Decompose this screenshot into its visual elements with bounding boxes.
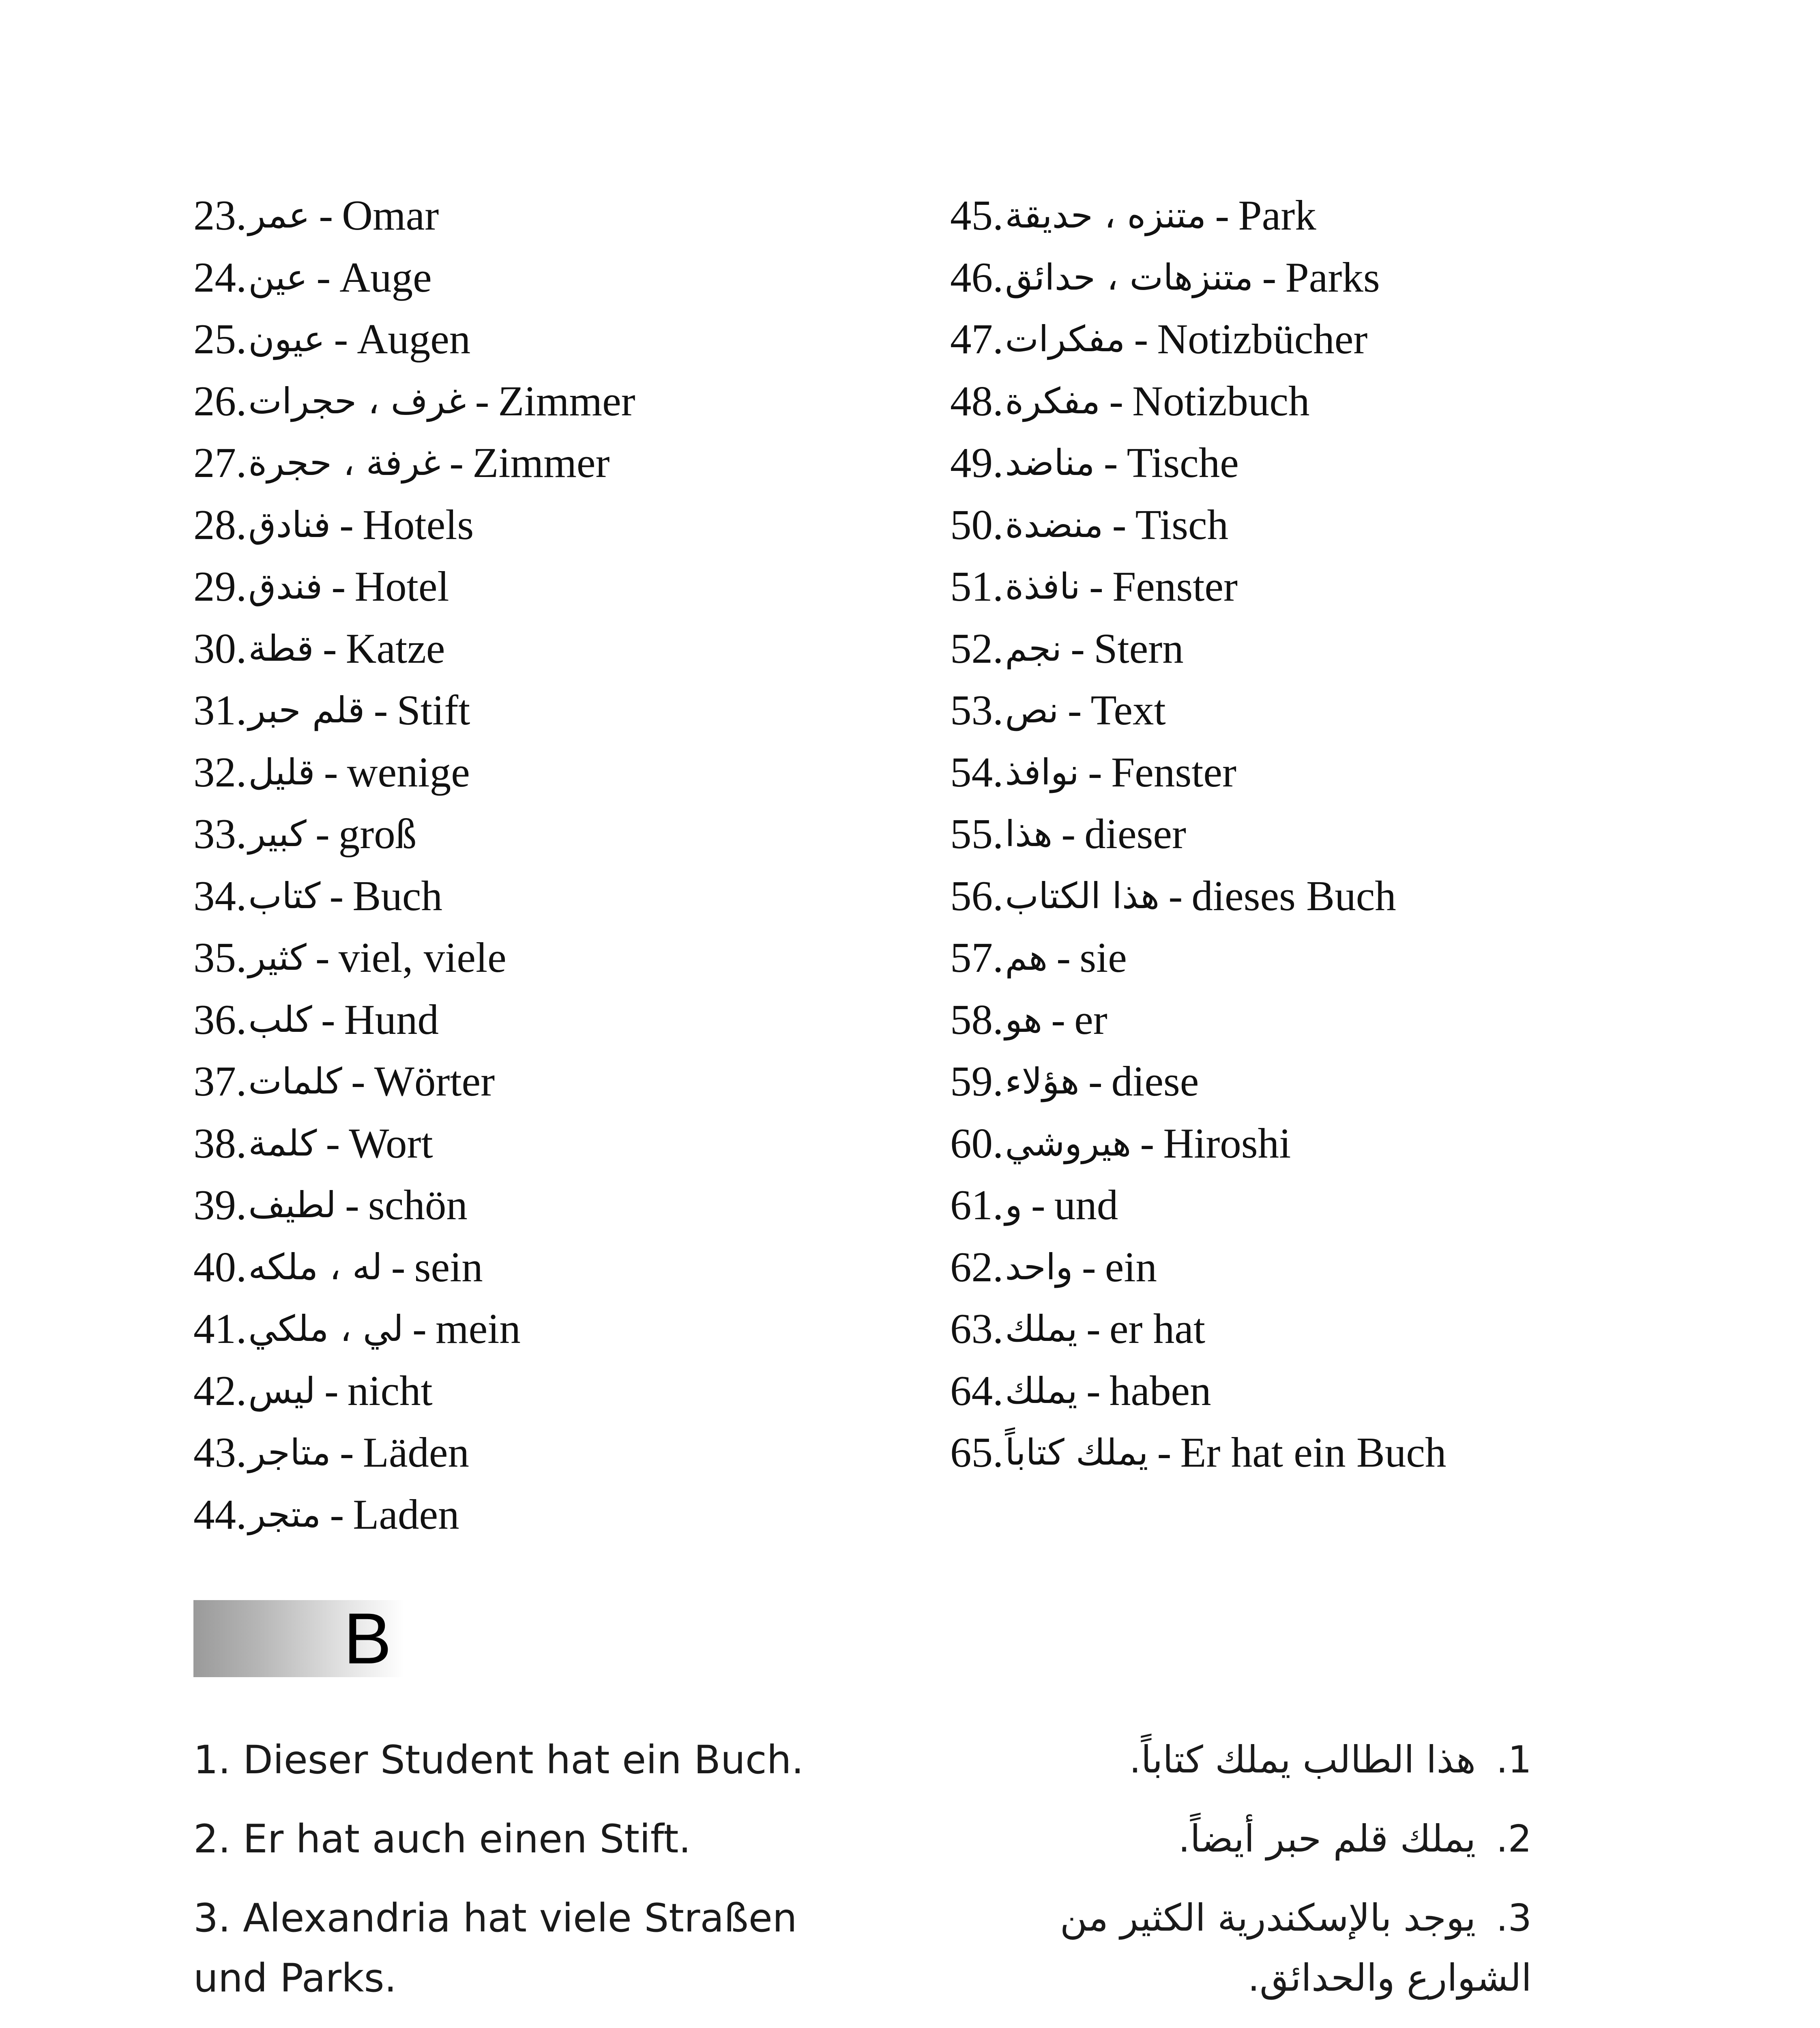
vocab-arabic: كثير (248, 937, 307, 978)
arabic-sentence (944, 2026, 1532, 2028)
vocab-dash: - (1089, 563, 1103, 610)
vocab-dash: - (1103, 439, 1118, 486)
vocab-arabic: هو (1005, 998, 1043, 1040)
vocab-entry (193, 370, 635, 432)
vocab-dash: - (1031, 1181, 1045, 1229)
vocab-number: 45. (950, 191, 1004, 239)
vocab-entry (950, 308, 1446, 370)
vocab-german: Laden (353, 1490, 459, 1538)
vocab-german: haben (1109, 1366, 1211, 1414)
vocab-number: 59. (950, 1057, 1004, 1105)
vocab-number: 30. (193, 624, 247, 672)
vocab-german: Hund (344, 995, 439, 1043)
vocab-german: Buch (352, 872, 442, 919)
vocab-dash: - (1262, 253, 1277, 301)
vocab-number: 25. (193, 315, 247, 363)
vocab-entry (193, 1174, 635, 1236)
vocab-german: Zimmer (498, 377, 635, 425)
vocab-german: Hotels (363, 501, 474, 548)
vocab-number: 57. (950, 934, 1004, 981)
vocab-number: 51. (950, 563, 1004, 610)
vocab-entry (193, 1484, 635, 1546)
arabic-sentence-text: يوجد بالإسكندرية الكثير من الشوارع والحدائق. (1060, 1896, 1532, 2000)
vocab-arabic: قليل (248, 751, 315, 793)
vocab-german: Stern (1094, 624, 1184, 672)
vocab-number: 28. (193, 501, 247, 548)
vocab-dash: - (334, 315, 348, 363)
vocab-arabic: عيون (248, 318, 325, 360)
vocab-german: Omar (342, 191, 439, 239)
section-b-header (193, 1600, 721, 1677)
vocab-number: 52. (950, 624, 1004, 672)
vocab-german: Läden (363, 1429, 470, 1476)
vocab-entry (950, 1298, 1446, 1360)
vocab-german: Wörter (374, 1057, 495, 1105)
vocab-german: dieser (1084, 810, 1186, 857)
arabic-sentence-text: هذا الطالب يملك كتاباً. (1129, 1738, 1476, 1781)
vocab-arabic: له ، ملكه (248, 1246, 382, 1288)
vocab-dash: - (1082, 1243, 1096, 1291)
vocab-entry (193, 494, 635, 556)
vocab-number: 38. (193, 1119, 247, 1167)
arabic-sentence (944, 1888, 1532, 2008)
vocab-dash: - (330, 1490, 344, 1538)
vocab-number: 41. (193, 1305, 247, 1352)
vocab-number: 56. (950, 872, 1004, 919)
vocab-dash: - (1086, 1305, 1101, 1352)
vocab-entry (950, 185, 1446, 247)
arabic-sentence-number (1496, 2026, 1532, 2028)
vocab-dash: - (1215, 191, 1230, 239)
vocab-arabic: واحد (1005, 1246, 1073, 1288)
vocab-german: Park (1238, 191, 1316, 239)
vocab-arabic: نافذة (1005, 565, 1080, 607)
vocab-dash: - (321, 995, 335, 1043)
vocab-entry (193, 865, 635, 927)
vocab-german: er (1074, 995, 1107, 1043)
vocab-german: Parks (1285, 253, 1380, 301)
vocabulary-column-right (950, 185, 1446, 1484)
vocab-entry (193, 1422, 635, 1484)
vocab-arabic: هؤلاء (1005, 1060, 1080, 1102)
vocab-entry (193, 556, 635, 618)
vocab-number: 47. (950, 315, 1004, 363)
section-letter: B (343, 1598, 392, 1679)
vocab-arabic: غرف ، حجرات (248, 380, 466, 422)
vocab-entry (950, 865, 1446, 927)
arabic-sentence-number: 2. (1496, 1817, 1532, 1860)
vocab-arabic: قطة (248, 627, 314, 669)
vocab-entry (950, 803, 1446, 865)
vocab-entry (950, 1113, 1446, 1175)
vocab-number: 50. (950, 501, 1004, 548)
vocab-german: Wort (349, 1119, 433, 1167)
vocab-entry (950, 1236, 1446, 1298)
arabic-sentence (944, 1809, 1532, 1869)
vocab-dash: - (319, 191, 333, 239)
vocab-number: 42. (193, 1366, 247, 1414)
vocab-arabic: قلم حبر (248, 689, 365, 731)
vocab-dash: - (1157, 1429, 1172, 1476)
vocab-dash: - (449, 439, 464, 486)
vocab-german: er hat (1109, 1305, 1205, 1352)
vocab-dash: - (1134, 315, 1148, 363)
vocab-german: Notizbücher (1157, 315, 1368, 363)
vocab-entry (950, 927, 1446, 989)
vocab-dash: - (1071, 624, 1085, 672)
vocab-entry (193, 308, 635, 370)
vocab-number: 35. (193, 934, 247, 981)
vocab-dash: - (331, 563, 346, 610)
vocab-entry (950, 556, 1446, 618)
vocab-number: 44. (193, 1490, 247, 1538)
vocab-german: Zimmer (472, 439, 610, 486)
vocab-number: 61. (950, 1181, 1004, 1229)
vocab-entry (193, 1051, 635, 1113)
vocab-entry (193, 989, 635, 1051)
vocab-dash: - (1056, 934, 1071, 981)
vocab-entry (193, 618, 635, 680)
vocab-number: 60. (950, 1119, 1004, 1167)
vocab-entry (950, 1422, 1446, 1484)
vocab-arabic: كلمة (248, 1122, 317, 1164)
vocab-dash: - (315, 810, 330, 857)
vocab-dash: - (1051, 995, 1066, 1043)
arabic-sentence-number: 3. (1496, 1896, 1532, 1940)
vocab-number: 33. (193, 810, 247, 857)
vocab-german: und (1054, 1181, 1118, 1229)
vocab-german: sie (1080, 934, 1127, 981)
vocab-german: Katze (346, 624, 445, 672)
vocab-number: 29. (193, 563, 247, 610)
vocab-number: 23. (193, 191, 247, 239)
vocab-number: 39. (193, 1181, 247, 1229)
vocab-number: 27. (193, 439, 247, 486)
vocab-arabic: متاجر (248, 1431, 331, 1473)
vocab-dash: - (351, 1057, 365, 1105)
vocab-dash: - (391, 1243, 406, 1291)
vocab-entry (193, 247, 635, 309)
vocab-entry (950, 679, 1446, 741)
vocab-dash: - (1086, 1366, 1101, 1414)
vocab-arabic: لطيف (248, 1184, 336, 1226)
vocab-entry (950, 1174, 1446, 1236)
vocab-arabic: لي ، ملكي (248, 1308, 403, 1349)
vocab-entry (950, 1051, 1446, 1113)
vocab-number: 62. (950, 1243, 1004, 1291)
vocab-entry (193, 679, 635, 741)
vocab-german: Fenster (1112, 563, 1238, 610)
vocab-arabic: كبير (248, 813, 307, 855)
vocab-arabic: كلمات (248, 1060, 342, 1102)
vocab-german: Tisch (1135, 501, 1229, 548)
vocab-number: 49. (950, 439, 1004, 486)
vocab-number: 24. (193, 253, 247, 301)
vocab-number: 55. (950, 810, 1004, 857)
vocab-entry (950, 618, 1446, 680)
vocab-entry (193, 1298, 635, 1360)
vocab-dash: - (1088, 748, 1102, 796)
vocab-arabic: متنزه ، حديقة (1005, 194, 1206, 236)
vocab-dash: - (373, 686, 388, 734)
vocab-arabic: فنادق (248, 503, 331, 546)
vocab-dash: - (412, 1305, 427, 1352)
vocab-number: 54. (950, 748, 1004, 796)
vocab-german: schön (368, 1181, 468, 1229)
vocab-arabic: هيروشي (1005, 1122, 1131, 1164)
vocab-dash: - (322, 624, 337, 672)
vocab-entry (950, 1360, 1446, 1422)
vocab-dash: - (475, 377, 489, 425)
german-sentence (193, 2026, 883, 2028)
arabic-sentence (944, 1730, 1532, 1790)
vocab-dash: - (326, 1119, 340, 1167)
vocab-arabic: مفكرة (1005, 380, 1101, 422)
german-sentence: 1. Dieser Student hat ein Buch. (193, 1737, 804, 1783)
vocab-german: Augen (357, 315, 471, 363)
vocab-dash: - (1067, 686, 1082, 734)
vocab-arabic: كلب (248, 998, 312, 1040)
vocab-german: ein (1105, 1243, 1157, 1291)
vocab-german: Stift (397, 686, 470, 734)
vocab-dash: - (339, 501, 354, 548)
vocab-entry (950, 989, 1446, 1051)
vocab-entry (193, 1236, 635, 1298)
vocab-arabic: مناضد (1005, 442, 1095, 483)
vocab-german: viel, viele (338, 934, 507, 981)
vocab-dash: - (1140, 1119, 1155, 1167)
vocab-number: 58. (950, 995, 1004, 1043)
vocab-german: mein (435, 1305, 521, 1352)
vocab-arabic: يملك (1005, 1369, 1077, 1411)
vocab-entry (193, 741, 635, 803)
vocab-number: 26. (193, 377, 247, 425)
vocab-number: 46. (950, 253, 1004, 301)
vocab-german: diese (1111, 1057, 1199, 1105)
vocab-number: 64. (950, 1366, 1004, 1414)
vocab-dash: - (324, 748, 338, 796)
arabic-sentence-number: 1. (1496, 1738, 1532, 1781)
vocab-german: Auge (339, 253, 432, 301)
vocab-entry (193, 927, 635, 989)
vocab-dash: - (1109, 377, 1124, 425)
vocab-arabic: هذا الكتاب (1005, 874, 1160, 917)
vocab-number: 34. (193, 872, 247, 919)
vocab-arabic: نجم (1005, 627, 1062, 669)
vocab-german: Text (1090, 686, 1166, 734)
vocab-number: 43. (193, 1429, 247, 1476)
vocab-arabic: يملك (1005, 1308, 1077, 1349)
arabic-sentence-text: يملك قلم حبر أيضاً. (1178, 1817, 1476, 1860)
vocab-entry (950, 494, 1446, 556)
vocab-german: dieses Buch (1191, 872, 1396, 919)
vocab-entry (950, 741, 1446, 803)
vocab-german: Hiroshi (1163, 1119, 1291, 1167)
vocab-german: sein (414, 1243, 483, 1291)
vocab-arabic: غرفة ، حجرة (248, 442, 441, 483)
vocab-number: 37. (193, 1057, 247, 1105)
vocab-dash: - (329, 872, 344, 919)
vocab-german: Hotel (354, 563, 449, 610)
vocab-arabic: عين (248, 256, 308, 298)
vocab-entry (950, 432, 1446, 494)
vocab-arabic: متنزهات ، حدائق (1005, 256, 1253, 298)
vocab-number: 48. (950, 377, 1004, 425)
vocab-arabic: هم (1005, 937, 1048, 978)
vocab-arabic: عمر (248, 194, 310, 236)
vocab-dash: - (345, 1181, 359, 1229)
vocab-number: 53. (950, 686, 1004, 734)
vocab-dash: - (1061, 810, 1076, 857)
vocab-arabic: نوافذ (1005, 751, 1079, 793)
vocab-number: 31. (193, 686, 247, 734)
vocab-number: 63. (950, 1305, 1004, 1352)
vocab-arabic: هذا (1005, 813, 1053, 855)
vocab-number: 32. (193, 748, 247, 796)
vocab-arabic: ليس (248, 1369, 315, 1411)
vocab-arabic: يملك كتاباً (1005, 1431, 1148, 1473)
vocab-dash: - (324, 1366, 339, 1414)
vocab-dash: - (1112, 501, 1127, 548)
vocab-german: nicht (347, 1366, 433, 1414)
vocab-german: groß (338, 810, 417, 857)
vocab-dash: - (315, 934, 330, 981)
vocab-arabic: مفكرات (1005, 318, 1125, 360)
vocab-arabic: فندق (248, 565, 323, 607)
vocab-german: Fenster (1111, 748, 1236, 796)
vocab-entry (193, 1113, 635, 1175)
vocab-arabic: نص (1005, 689, 1059, 731)
vocabulary-column-left (193, 185, 635, 1545)
german-sentence: 2. Er hat auch einen Stift. (193, 1816, 691, 1862)
vocab-number: 40. (193, 1243, 247, 1291)
vocab-arabic: كتاب (248, 874, 321, 917)
vocab-german: Tische (1127, 439, 1239, 486)
vocab-dash: - (316, 253, 331, 301)
vocab-entry (193, 185, 635, 247)
vocab-arabic: متجر (248, 1493, 321, 1535)
vocab-german: Er hat ein Buch (1180, 1429, 1447, 1476)
vocab-arabic: منضدة (1005, 503, 1103, 546)
vocab-dash: - (1088, 1057, 1103, 1105)
vocab-dash: - (1168, 872, 1183, 919)
vocab-dash: - (339, 1429, 354, 1476)
vocab-entry (950, 247, 1446, 309)
vocab-entry (193, 803, 635, 865)
vocab-arabic: و (1005, 1184, 1022, 1226)
vocab-entry (950, 370, 1446, 432)
vocab-number: 65. (950, 1429, 1004, 1476)
german-sentence: 3. Alexandria hat viele Straßen und Parks. (193, 1895, 797, 2001)
vocab-german: wenige (347, 748, 470, 796)
vocab-entry (193, 1360, 635, 1422)
vocab-number: 36. (193, 995, 247, 1043)
vocab-entry (193, 432, 635, 494)
vocab-german: Notizbuch (1132, 377, 1310, 425)
